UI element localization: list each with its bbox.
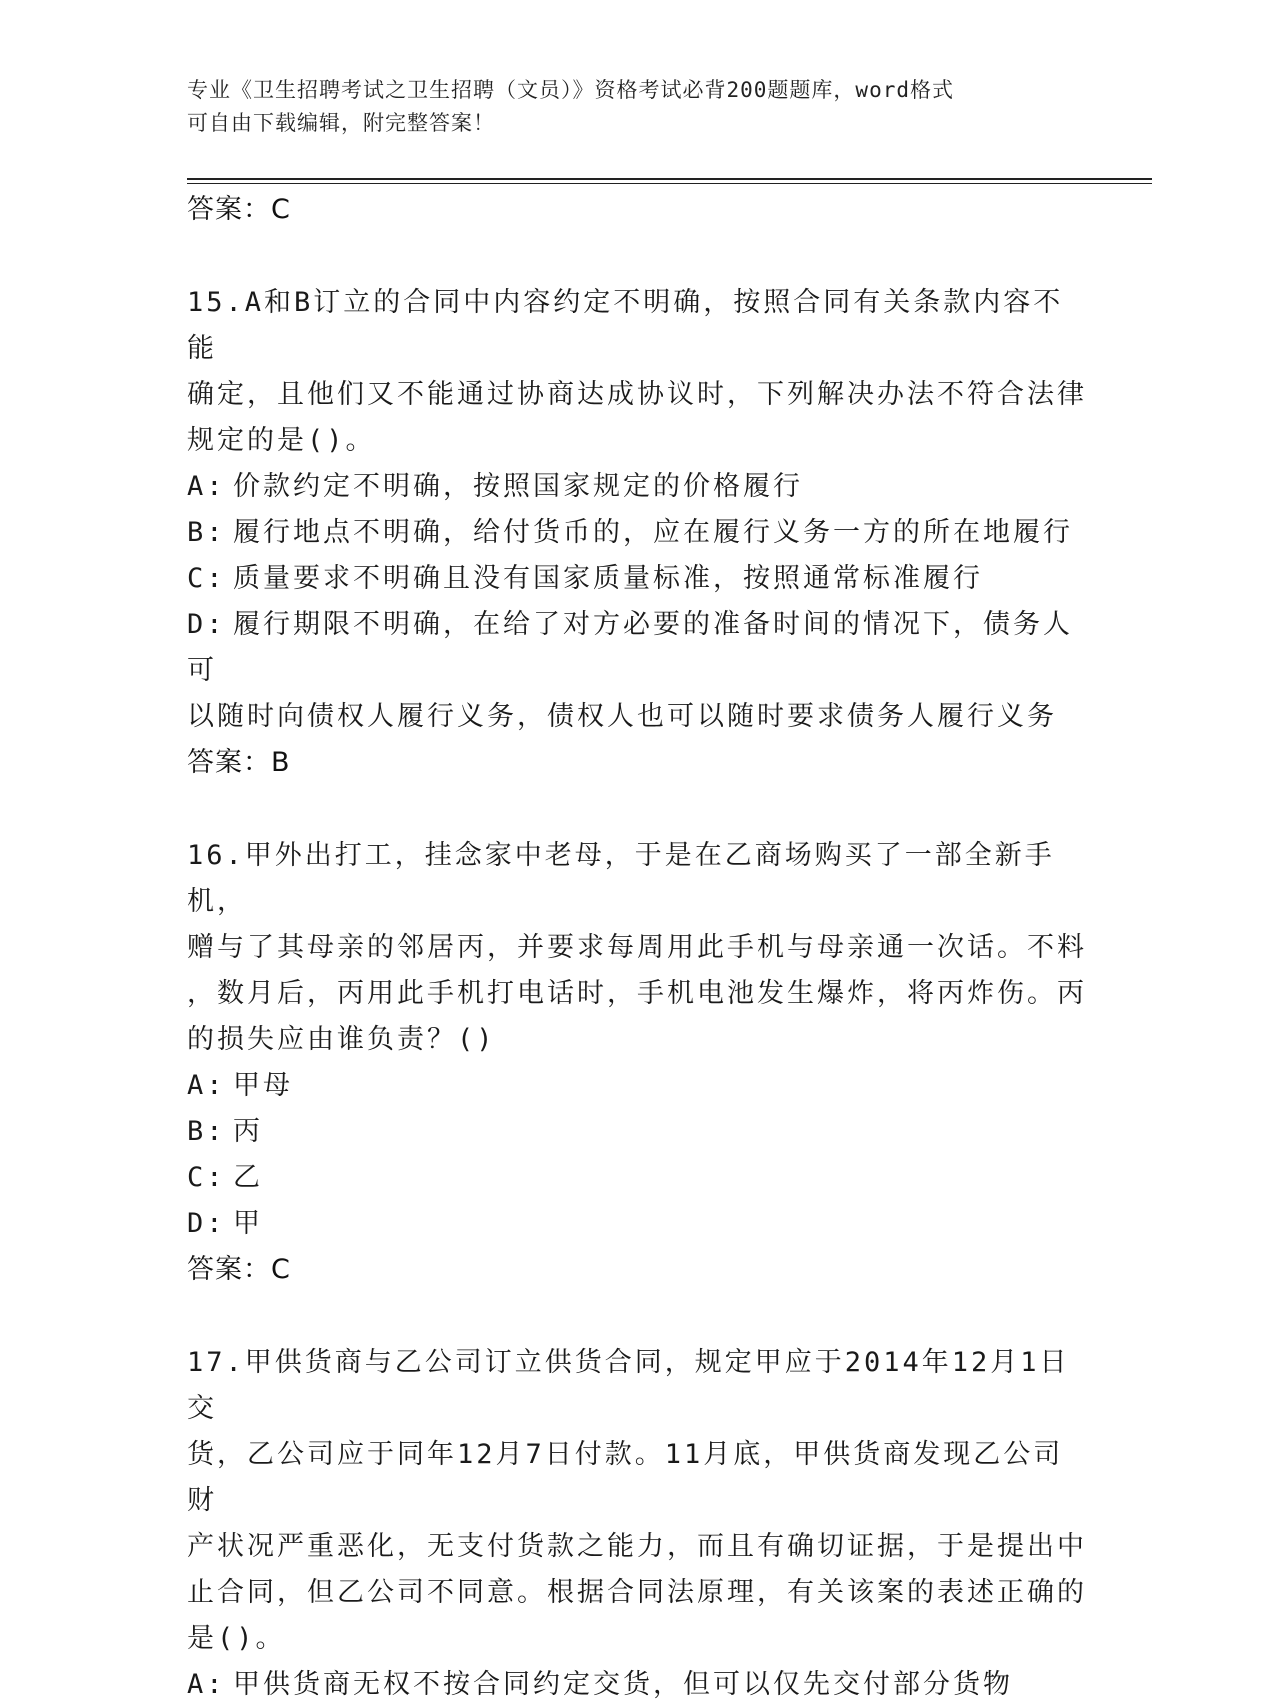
- option-b: [187, 1109, 1092, 1155]
- option-text: 乙: [233, 1162, 263, 1193]
- question-text-line: 15.A和B订立的合同中内容约定不明确，按照合同有关条款内容不能: [187, 287, 1064, 364]
- option-text: 质量要求不明确且没有国家质量标准，按照通常标准履行: [233, 563, 983, 594]
- question-text-line: 赠与了其母亲的邻居丙，并要求每周用此手机与母亲通一次话。不料: [187, 932, 1087, 963]
- question-text-line: 是()。: [187, 1623, 286, 1654]
- option-text: 甲供货商无权不按合同约定交货，但可以仅先交付部分货物: [233, 1669, 1013, 1700]
- question-text-line: 止合同，但乙公司不同意。根据合同法原理，有关该案的表述正确的: [187, 1577, 1087, 1608]
- option-a: [187, 1063, 1092, 1109]
- option-key: D:: [187, 609, 226, 640]
- option-c: [187, 556, 1092, 602]
- header-line-1: 专业《卫生招聘考试之卫生招聘（文员）》资格考试必背200题题库，word格式: [187, 78, 954, 102]
- option-text: 甲: [233, 1208, 263, 1239]
- question-block-16: [187, 833, 1092, 1293]
- question-text-line: 货，乙公司应于同年12月7日付款。11月底，甲供货商发现乙公司财: [187, 1439, 1064, 1516]
- option-d: [187, 602, 1092, 694]
- option-key: C:: [187, 1162, 226, 1193]
- option-c: [187, 1155, 1092, 1201]
- question-text-line: 规定的是()。: [187, 425, 376, 456]
- option-key: A:: [187, 471, 226, 502]
- option-text: 履行地点不明确，给付货币的，应在履行义务一方的所在地履行: [233, 517, 1073, 548]
- question-text-line: 17.甲供货商与乙公司订立供货合同，规定甲应于2014年12月1日交: [187, 1347, 1070, 1424]
- option-key: B:: [187, 517, 226, 548]
- answer-label: 答案：C: [187, 194, 291, 225]
- question-text-line: ，数月后，丙用此手机打电话时，手机电池发生爆炸，将丙炸伤。丙: [187, 978, 1087, 1009]
- question-text-line: 16.甲外出打工，挂念家中老母，于是在乙商场购买了一部全新手机，: [187, 840, 1055, 917]
- option-text: 丙: [233, 1116, 263, 1147]
- option-key: A:: [187, 1669, 226, 1700]
- option-d: [187, 1201, 1092, 1247]
- option-text: 履行期限不明确，在给了对方必要的准备时间的情况下，债务人可: [187, 609, 1073, 686]
- option-text: 价款约定不明确，按照国家规定的价格履行: [233, 471, 803, 502]
- header-rule-thick: [187, 178, 1152, 180]
- answer-label: 答案：B: [187, 747, 291, 778]
- spacer: [187, 786, 1092, 833]
- question-block-15: [187, 280, 1092, 786]
- question-text-line: 的损失应由谁负责？(): [187, 1024, 496, 1055]
- option-key: D:: [187, 1208, 226, 1239]
- option-a: [187, 1662, 1092, 1708]
- option-d-continued: 以随时向债权人履行义务，债权人也可以随时要求债务人履行义务: [187, 701, 1057, 732]
- option-text: 甲母: [233, 1070, 293, 1101]
- option-key: A:: [187, 1070, 226, 1101]
- question-block-17: [187, 1340, 1092, 1708]
- option-key: B:: [187, 1116, 226, 1147]
- document-header: [187, 74, 1067, 140]
- option-b: [187, 510, 1092, 556]
- option-a: [187, 464, 1092, 510]
- document-body: [187, 187, 1092, 1708]
- spacer: [187, 1293, 1092, 1340]
- question-text-line: 确定，且他们又不能通过协商达成协议时，下列解决办法不符合法律: [187, 379, 1087, 410]
- spacer: [187, 233, 1092, 280]
- header-rule-thin: [187, 183, 1152, 184]
- option-key: C:: [187, 563, 226, 594]
- header-line-2: 可自由下载编辑，附完整答案！: [187, 111, 495, 135]
- answer-label: 答案：C: [187, 1254, 291, 1285]
- question-text-line: 产状况严重恶化，无支付货款之能力，而且有确切证据，于是提出中: [187, 1531, 1087, 1562]
